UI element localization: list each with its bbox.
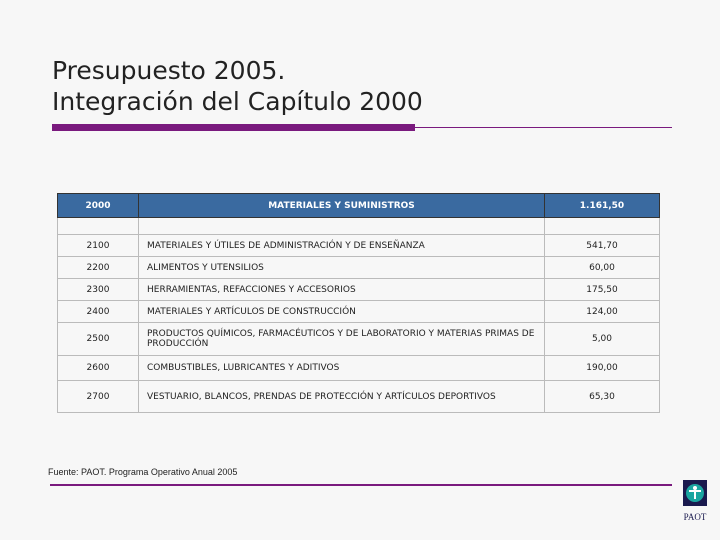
table-row — [58, 279, 660, 301]
row-concept: MATERIALES Y ARTÍCULOS DE CONSTRUCCIÓN — [139, 301, 545, 323]
title-line-2: Integración del Capítulo 2000 — [52, 87, 423, 116]
row-code: 2500 — [58, 323, 139, 356]
table-row — [58, 235, 660, 257]
slide-title — [52, 55, 423, 117]
row-amount: 124,00 — [545, 301, 660, 323]
row-amount: 65,30 — [545, 381, 660, 413]
table-header — [58, 194, 660, 218]
row-code: 2100 — [58, 235, 139, 257]
footer-divider — [50, 484, 672, 486]
paot-logo — [680, 478, 710, 533]
table-row — [58, 381, 660, 413]
row-code: 2700 — [58, 381, 139, 413]
budget-table — [57, 193, 660, 413]
header-concept: MATERIALES Y SUMINISTROS — [139, 194, 545, 218]
table-row — [58, 356, 660, 381]
header-code: 2000 — [58, 194, 139, 218]
row-concept: COMBUSTIBLES, LUBRICANTES Y ADITIVOS — [139, 356, 545, 381]
empty-row — [58, 218, 660, 235]
row-concept: ALIMENTOS Y UTENSILIOS — [139, 257, 545, 279]
row-code: 2300 — [58, 279, 139, 301]
row-amount: 190,00 — [545, 356, 660, 381]
accent-bar — [52, 124, 415, 131]
row-amount: 541,70 — [545, 235, 660, 257]
table-row — [58, 323, 660, 356]
table-row — [58, 257, 660, 279]
row-concept: MATERIALES Y ÚTILES DE ADMINISTRACIÓN Y DE ENSEÑANZA — [139, 235, 545, 257]
title-line-1: Presupuesto 2005. — [52, 56, 286, 85]
row-concept: HERRAMIENTAS, REFACCIONES Y ACCESORIOS — [139, 279, 545, 301]
source-note: Fuente: PAOT. Programa Operativo Anual 2005 — [48, 467, 238, 477]
row-amount: 175,50 — [545, 279, 660, 301]
row-amount: 5,00 — [545, 323, 660, 356]
table-row — [58, 301, 660, 323]
row-concept: VESTUARIO, BLANCOS, PRENDAS DE PROTECCIÓN Y ARTÍCULOS DEPORTIVOS — [139, 381, 545, 413]
row-concept: PRODUCTOS QUÍMICOS, FARMACÉUTICOS Y DE LABORATORIO Y MATERIAS PRIMAS DE PRODUCCIÓN — [139, 323, 545, 356]
row-code: 2400 — [58, 301, 139, 323]
row-amount: 60,00 — [545, 257, 660, 279]
svg-text:PAOT: PAOT — [683, 512, 707, 522]
header-amount: 1.161,50 — [545, 194, 660, 218]
row-code: 2600 — [58, 356, 139, 381]
divider — [415, 127, 672, 128]
row-code: 2200 — [58, 257, 139, 279]
